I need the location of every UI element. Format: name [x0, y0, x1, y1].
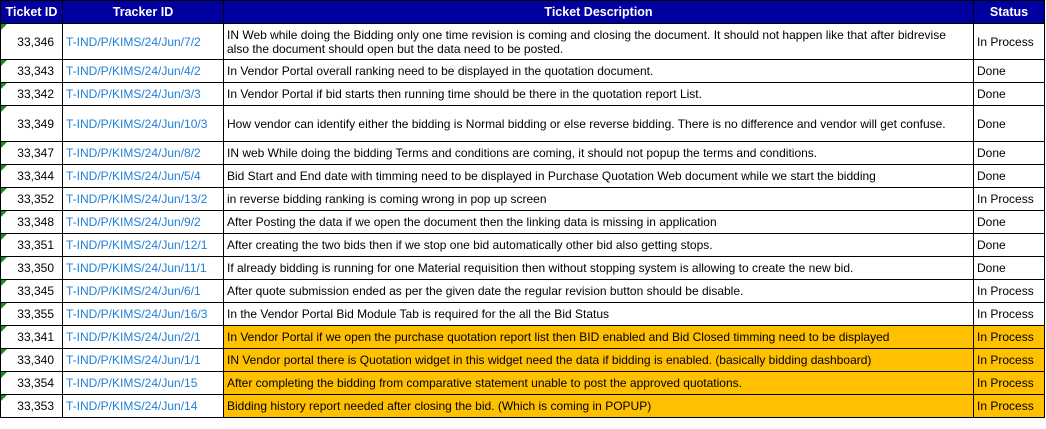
- table-row[interactable]: [1, 349, 1045, 372]
- tracker-id-cell[interactable]: T-IND/P/KIMS/24/Jun/12/1: [63, 234, 224, 257]
- tracker-id-cell[interactable]: T-IND/P/KIMS/24/Jun/6/1: [63, 280, 224, 303]
- ticket-id-cell[interactable]: 33,346: [1, 24, 63, 60]
- description-cell[interactable]: IN web While doing the bidding Terms and conditions are coming, it should not popup the terms and conditions.: [224, 142, 974, 165]
- status-cell[interactable]: In Process: [974, 349, 1045, 372]
- tracker-id-cell[interactable]: T-IND/P/KIMS/24/Jun/15: [63, 372, 224, 395]
- tracker-id-cell[interactable]: T-IND/P/KIMS/24/Jun/10/3: [63, 106, 224, 142]
- table-row[interactable]: [1, 372, 1045, 395]
- tracker-id-cell[interactable]: T-IND/P/KIMS/24/Jun/2/1: [63, 326, 224, 349]
- description-cell[interactable]: If already bidding is running for one Material requisition then without stopping system is allowing to create the new bid.: [224, 257, 974, 280]
- tracker-id-cell[interactable]: T-IND/P/KIMS/24/Jun/3/3: [63, 83, 224, 106]
- tracker-id-cell[interactable]: T-IND/P/KIMS/24/Jun/9/2: [63, 211, 224, 234]
- status-cell[interactable]: In Process: [974, 188, 1045, 211]
- ticket-id-cell[interactable]: 33,349: [1, 106, 63, 142]
- tracker-id-cell[interactable]: T-IND/P/KIMS/24/Jun/8/2: [63, 142, 224, 165]
- ticket-id-cell[interactable]: 33,345: [1, 280, 63, 303]
- status-cell[interactable]: Done: [974, 234, 1045, 257]
- tracker-id-cell[interactable]: T-IND/P/KIMS/24/Jun/4/2: [63, 60, 224, 83]
- header-status[interactable]: Status: [974, 1, 1045, 24]
- description-cell[interactable]: In Vendor Portal if bid starts then running time should be there in the quotation report List.: [224, 83, 974, 106]
- status-cell[interactable]: In Process: [974, 395, 1045, 418]
- status-cell[interactable]: In Process: [974, 280, 1045, 303]
- tracker-id-cell[interactable]: T-IND/P/KIMS/24/Jun/1/1: [63, 349, 224, 372]
- description-cell[interactable]: After completing the bidding from comparative statement unable to post the approved quotations.: [224, 372, 974, 395]
- tracker-id-cell[interactable]: T-IND/P/KIMS/24/Jun/13/2: [63, 188, 224, 211]
- tracker-id-cell[interactable]: T-IND/P/KIMS/24/Jun/11/1: [63, 257, 224, 280]
- status-cell[interactable]: Done: [974, 106, 1045, 142]
- status-cell[interactable]: In Process: [974, 326, 1045, 349]
- table-row[interactable]: [1, 280, 1045, 303]
- ticket-id-cell[interactable]: 33,341: [1, 326, 63, 349]
- description-cell[interactable]: How vendor can identify either the bidding is Normal bidding or else reverse bidding. There is no difference and vendor will get confuse.: [224, 106, 974, 142]
- status-cell[interactable]: Done: [974, 83, 1045, 106]
- table-row[interactable]: [1, 83, 1045, 106]
- status-cell[interactable]: Done: [974, 257, 1045, 280]
- ticket-id-cell[interactable]: 33,351: [1, 234, 63, 257]
- ticket-id-cell[interactable]: 33,353: [1, 395, 63, 418]
- ticket-id-cell[interactable]: 33,350: [1, 257, 63, 280]
- table-row[interactable]: [1, 188, 1045, 211]
- tracker-id-cell[interactable]: T-IND/P/KIMS/24/Jun/5/4: [63, 165, 224, 188]
- description-cell[interactable]: IN Vendor portal there is Quotation widget in this widget need the data if bidding is enabled. (basically bidding dashboard): [224, 349, 974, 372]
- description-cell[interactable]: Bid Start and End date with timming need to be displayed in Purchase Quotation Web document while we start the bidding: [224, 165, 974, 188]
- description-cell[interactable]: In Vendor Portal if we open the purchase quotation report list then BID enabled and Bid Closed timming need to be displayed: [224, 326, 974, 349]
- table-row[interactable]: [1, 60, 1045, 83]
- description-cell[interactable]: in reverse bidding ranking is coming wrong in pop up screen: [224, 188, 974, 211]
- ticket-id-cell[interactable]: 33,342: [1, 83, 63, 106]
- table-row[interactable]: [1, 165, 1045, 188]
- table-row[interactable]: [1, 24, 1045, 60]
- status-cell[interactable]: Done: [974, 60, 1045, 83]
- description-cell[interactable]: Bidding history report needed after closing the bid. (Which is coming in POPUP): [224, 395, 974, 418]
- header-row: [1, 1, 1045, 24]
- ticket-id-cell[interactable]: 33,343: [1, 60, 63, 83]
- status-cell[interactable]: Done: [974, 211, 1045, 234]
- ticket-id-cell[interactable]: 33,355: [1, 303, 63, 326]
- ticket-id-cell[interactable]: 33,344: [1, 165, 63, 188]
- header-description[interactable]: Ticket Description: [224, 1, 974, 24]
- table-row[interactable]: [1, 326, 1045, 349]
- ticket-id-cell[interactable]: 33,354: [1, 372, 63, 395]
- status-cell[interactable]: In Process: [974, 24, 1045, 60]
- table-row[interactable]: [1, 303, 1045, 326]
- ticket-id-cell[interactable]: 33,340: [1, 349, 63, 372]
- table-row[interactable]: [1, 106, 1045, 142]
- description-cell[interactable]: IN Web while doing the Bidding only one time revision is coming and closing the document. It should not happen like that after bidrevise also the document should open but the data need to be posted.: [224, 24, 974, 60]
- description-cell[interactable]: In the Vendor Portal Bid Module Tab is required for the all the Bid Status: [224, 303, 974, 326]
- table-row[interactable]: [1, 395, 1045, 418]
- description-cell[interactable]: After creating the two bids then if we stop one bid automatically other bid also getting stops.: [224, 234, 974, 257]
- table-row[interactable]: [1, 257, 1045, 280]
- description-cell[interactable]: After quote submission ended as per the given date the regular revision button should be disable.: [224, 280, 974, 303]
- table-row[interactable]: [1, 211, 1045, 234]
- description-cell[interactable]: After Posting the data if we open the document then the linking data is missing in application: [224, 211, 974, 234]
- table-row[interactable]: [1, 142, 1045, 165]
- table-row[interactable]: [1, 234, 1045, 257]
- ticket-id-cell[interactable]: 33,347: [1, 142, 63, 165]
- status-cell[interactable]: Done: [974, 165, 1045, 188]
- status-cell[interactable]: In Process: [974, 372, 1045, 395]
- tracker-id-cell[interactable]: T-IND/P/KIMS/24/Jun/7/2: [63, 24, 224, 60]
- ticket-id-cell[interactable]: 33,352: [1, 188, 63, 211]
- status-cell[interactable]: Done: [974, 142, 1045, 165]
- tracker-id-cell[interactable]: T-IND/P/KIMS/24/Jun/14: [63, 395, 224, 418]
- ticket-id-cell[interactable]: 33,348: [1, 211, 63, 234]
- status-cell[interactable]: In Process: [974, 303, 1045, 326]
- header-tracker-id[interactable]: Tracker ID: [63, 1, 224, 24]
- description-cell[interactable]: In Vendor Portal overall ranking need to be displayed in the quotation document.: [224, 60, 974, 83]
- tracker-id-cell[interactable]: T-IND/P/KIMS/24/Jun/16/3: [63, 303, 224, 326]
- header-ticket-id[interactable]: Ticket ID: [1, 1, 63, 24]
